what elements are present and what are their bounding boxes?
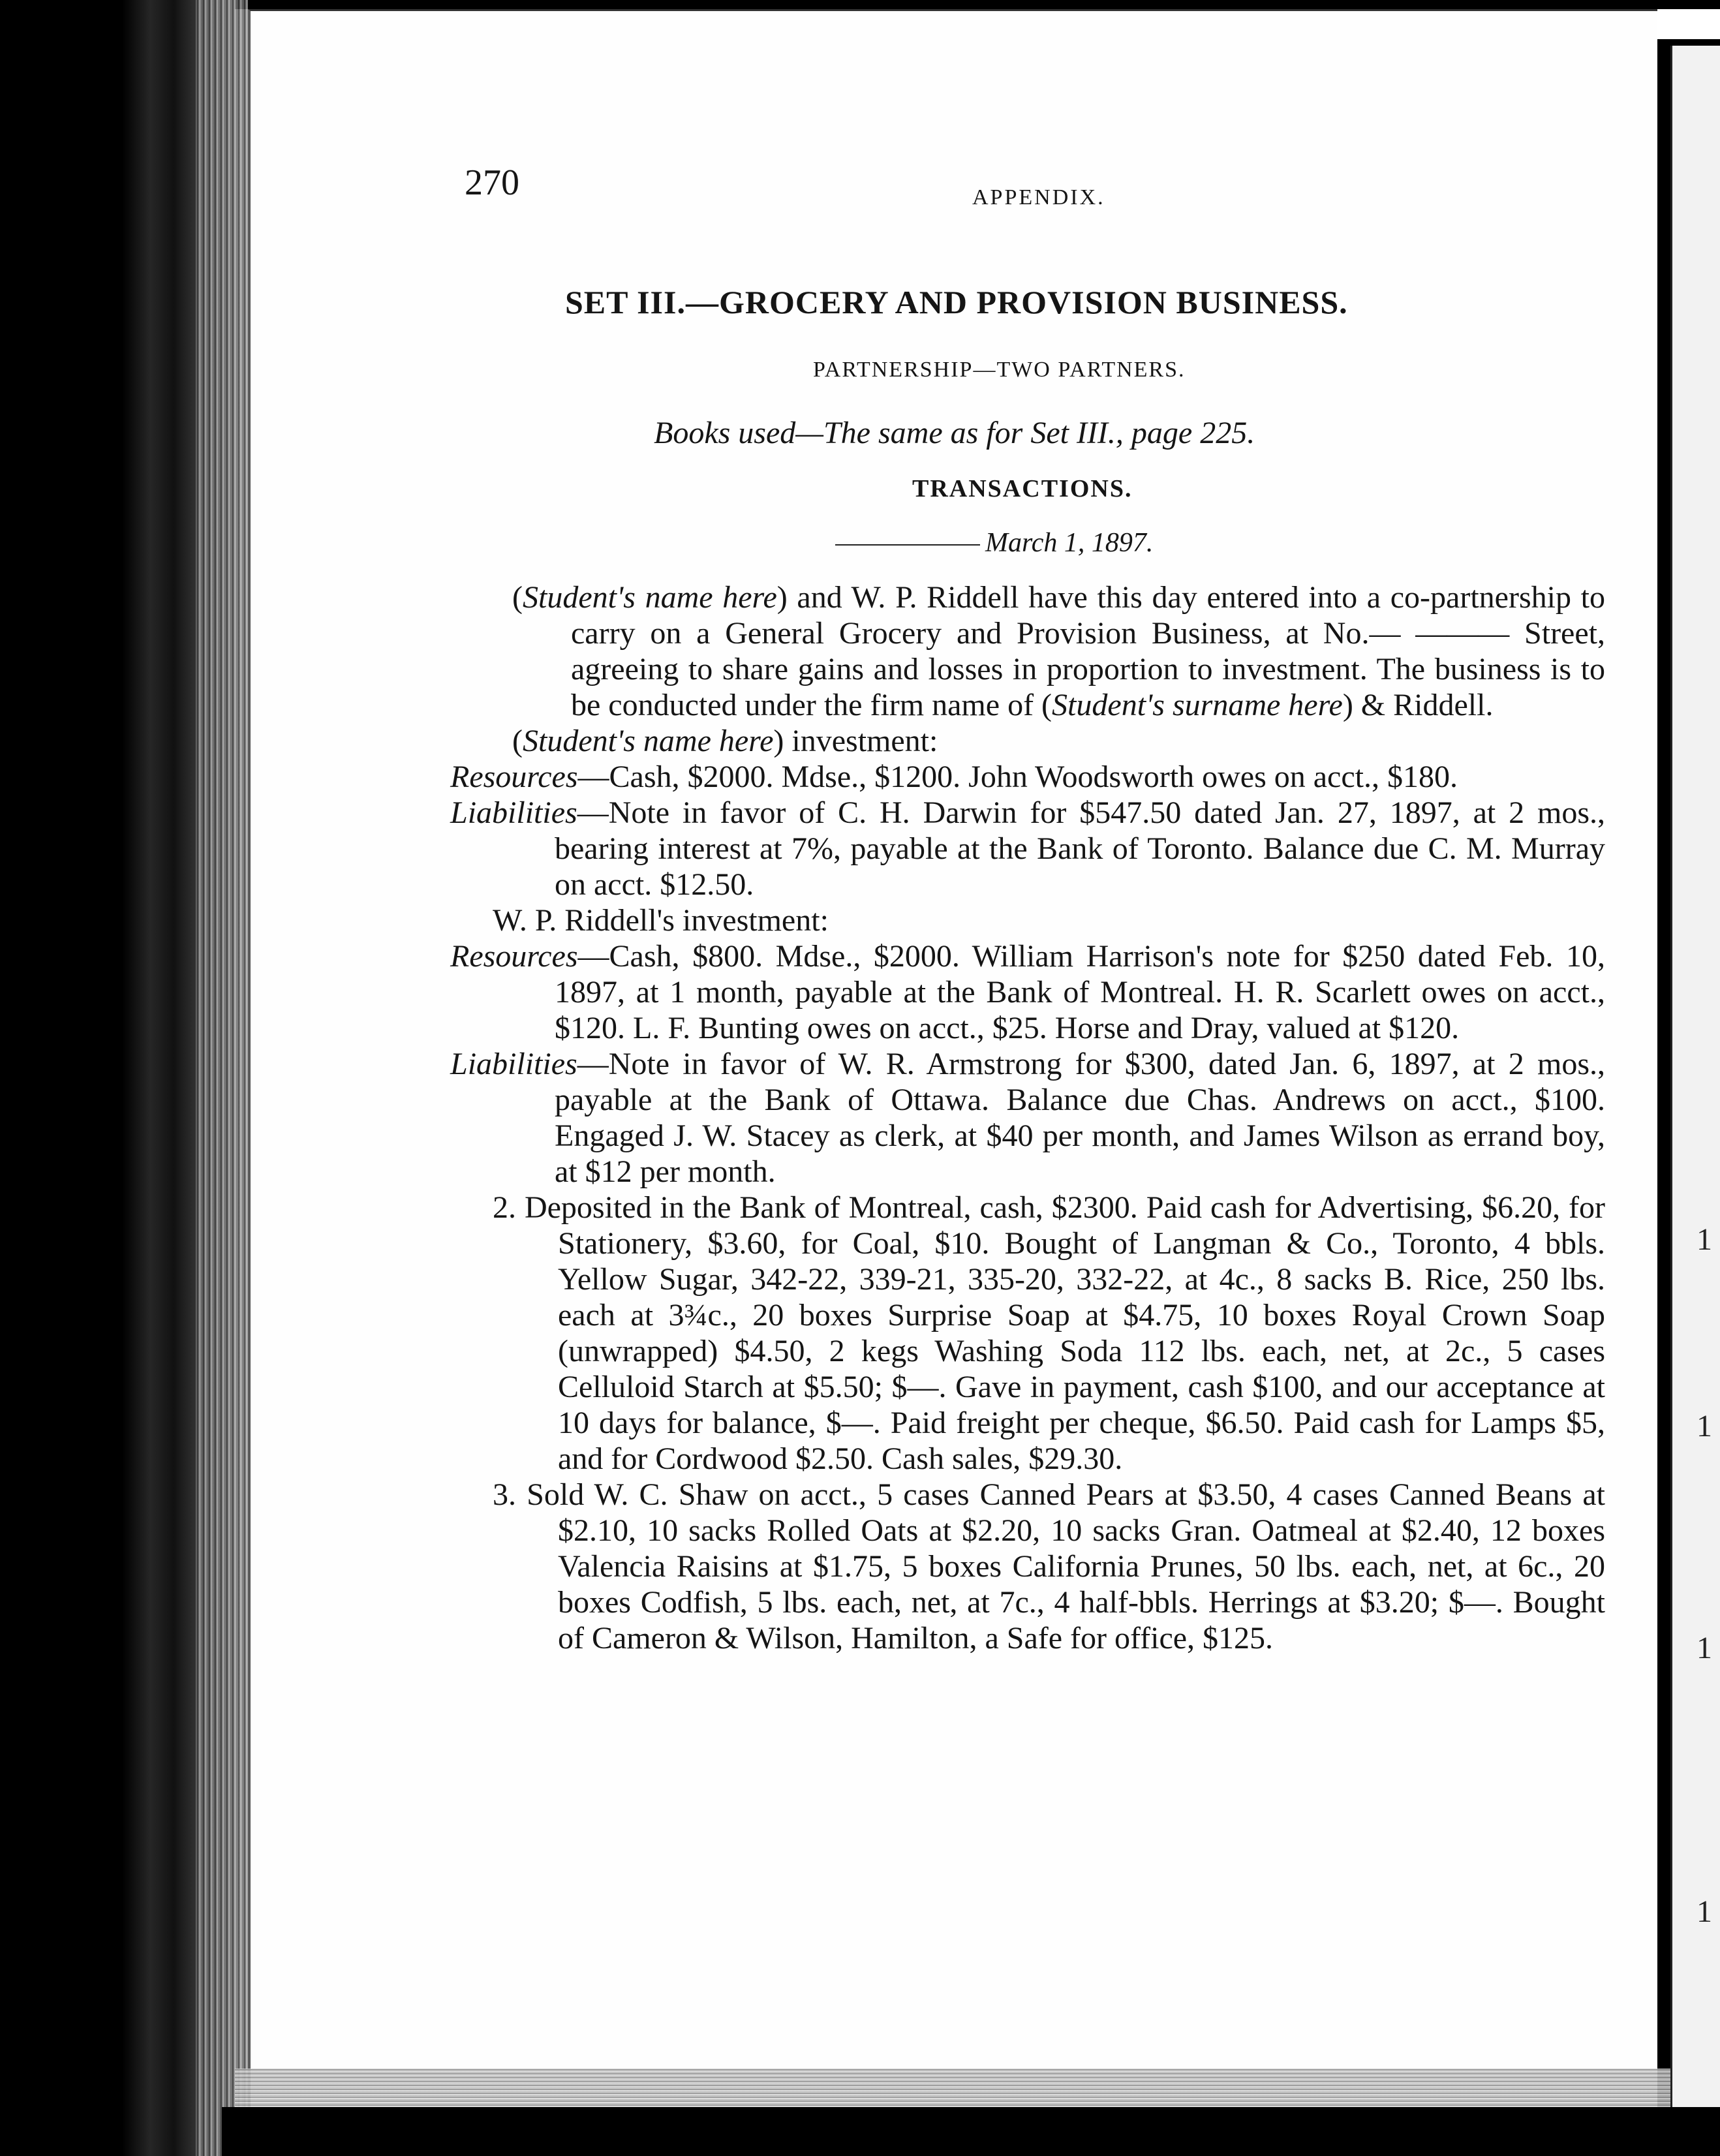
page-bottom-edges [235,2069,1670,2108]
riddell-investment-heading: W. P. Riddell's investment: [493,903,829,938]
books-used-note: Books used—The same as for Set III., page 225. [654,416,1255,450]
page-subtitle: PARTNERSHIP—TWO PARTNERS. [813,358,1186,382]
page-edges [196,0,248,2156]
resources-text: —Cash, $800. Mdse., $2000. William Harrison's note for $250 dated Feb. 10, 1897, at 1 month, payable at the Bank of Montreal. H. R. Scarlett owes on acct., $120. L. F. Bunting owes on acct., $25. Horse and Dray, valued at $120. [555,939,1605,1045]
resources-label: Resources [450,939,578,974]
scan-top-edge [235,0,1720,9]
item-number: 2. [493,1190,516,1225]
liabilities-label: Liabilities [450,1047,577,1081]
liabilities-text: —Note in favor of C. H. Darwin for $547.50 dated Jan. 27, 1897, at 2 mos., bearing interest at 7%, payable at the Bank of Toronto. Balance due C. M. Murray on acct. $12.50. [555,795,1605,902]
date-rule [835,544,980,546]
liabilities-text: —Note in favor of W. R. Armstrong for $300, dated Jan. 6, 1897, at 2 mos., payable at the Bank of Ottawa. Balance due Chas. Andrews on acct., $100. Engaged J. W. Stacey as clerk, at $40 per month, and James Wilson as errand boy, at $12 per month. [555,1047,1605,1189]
resources-text: —Cash, $2000. Mdse., $1200. John Woodsworth owes on acct., $180. [577,760,1458,794]
resources-label: Resources [450,760,578,794]
paragraph-partnership: (Student's name here) and W. P. Riddell have this day entered into a co-partnership to carry on a General Grocery and Provision Business, at No.— ——— Street, agreeing to share gains and losses in proportion to investment. The business is to be conducted under the firm name of (Student's surname here) & Riddell. [512,580,1605,722]
partnership-text-end: ) & Riddell. [1342,688,1494,722]
facing-page-digit: 1 [1697,1222,1712,1257]
facing-page-digit: 1 [1697,1409,1712,1443]
item-number: 3. [493,1477,516,1512]
transaction-item-2 [450,1190,1605,1477]
facing-page-digit: 1 [1697,1631,1712,1665]
transactions-body [450,579,1605,1656]
paragraph-student-investment: (Student's name here) investment: [512,724,938,758]
riddell-liabilities [450,1046,1605,1190]
riddell-resources [450,938,1605,1046]
facing-page-digit: 1 [1697,1894,1712,1929]
page-title: SET III.—GROCERY AND PROVISION BUSINESS. [565,284,1348,320]
partnership-text: ) and W. P. Riddell have this day entered into a co-partnership to carry on a General Grocery and Provision Business, at No.— ——— Street, agreeing to share gains and losses in proportion to investment. The business is to be conducted under the firm name of ( [571,580,1605,722]
page-number: 270 [465,162,519,203]
investment-heading: ) investment: [773,724,938,758]
student-liabilities [450,795,1605,902]
item-text: Sold W. C. Shaw on acct., 5 cases Canned Pears at $3.50, 4 cases Canned Beans at $2.10, 10 sacks Rolled Oats at $2.20, 10 sacks Gran. Oatmeal at $2.40, 12 boxes Valencia Raisins at $1.75, 5 boxes California Prunes, 50 lbs. each, net, at 6c., 20 boxes Codfish, 5 lbs. each, net, at 7c., 4 half-bbls. Herrings at $3.20; $—. Bought of Cameron & Wilson, Hamilton, a Safe for office, $125. [527,1477,1605,1656]
transaction-item-3 [450,1477,1605,1656]
placeholder-student-name: Student's name here [522,724,774,758]
item-text: Deposited in the Bank of Montreal, cash, $2300. Paid cash for Advertising, $6.20, for Stationery, $3.60, for Coal, $10. Bought of Langman & Co., Toronto, 4 bbls. Yellow Sugar, 342-22, 339-21, 335-20, 332-22, at 4c., 8 sacks B. Rice, 250 lbs. each at 3¾c., 20 boxes Surprise Soap at $4.75, 10 boxes Royal Crown Soap (unwrapped) $4.50, 2 kegs Washing Soda 112 lbs. each, net, at 2c., 5 cases Celluloid Starch at $5.50; $—. Gave in payment, cash $100, and our acceptance at 10 days for balance, $—. Paid freight per cheque, $6.50. Paid cash for Lamps $5, and for Cordwood $2.50. Cash sales, $29.30. [524,1190,1605,1476]
placeholder-student-name: Student's name here [522,580,777,615]
date-text: March 1, 1897. [985,528,1154,558]
scan-bottom-edge [222,2107,1720,2156]
liabilities-label: Liabilities [450,795,577,830]
placeholder-student-surname: Student's surname here [1052,688,1343,722]
section-heading: TRANSACTIONS. [912,475,1133,502]
running-head: APPENDIX. [972,185,1105,209]
facing-page [1670,46,1720,2108]
student-resources [450,759,1605,795]
dateline [835,527,1153,559]
